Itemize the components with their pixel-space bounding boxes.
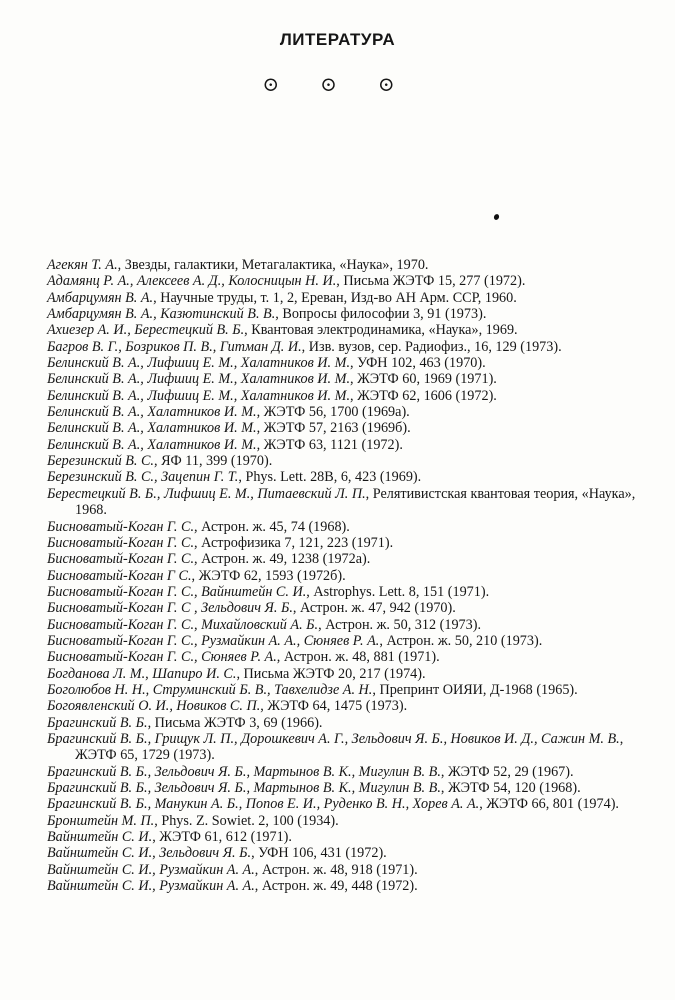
reference-authors: Брагинский В. Б.: [47, 714, 148, 731]
page-title: ЛИТЕРАТУРА: [279, 30, 396, 49]
reference-details: , УФН 102, 463 (1970).: [350, 355, 486, 372]
reference-details: , Астрофизика 7, 121, 223 (1971).: [194, 534, 394, 551]
reference-entry: [47, 290, 637, 306]
section-ornament: ⊙ ⊙ ⊙: [262, 74, 413, 96]
reference-details: , Научные труды, т. 1, 2, Ереван, Изд-во АН Арм. ССР, 1960.: [153, 289, 517, 306]
reference-authors: Бронштейн М. П.: [47, 812, 155, 829]
reference-authors: Ахиезер А. И., Берестецкий В. Б.: [47, 322, 245, 339]
reference-entry: [47, 829, 637, 845]
reference-entry: [47, 633, 637, 649]
reference-details: , Астрон. ж. 45, 74 (1968).: [194, 518, 350, 535]
reference-details: , Вопросы философии 3, 91 (1973).: [275, 306, 487, 323]
reference-entry: [47, 486, 637, 519]
reference-details: , ЖЭТФ 61, 612 (1971).: [152, 829, 292, 846]
reference-authors: Бисноватый-Коган Г. С., Рузмайкин А. А., Сюняев Р. А.: [47, 632, 380, 649]
reference-details: , Астрон. ж. 47, 942 (1970).: [292, 600, 456, 617]
reference-authors: Агекян Т. А.: [47, 257, 118, 273]
reference-entry: [47, 862, 637, 878]
reference-authors: Белинский В. А., Халатников И. М.: [47, 404, 257, 421]
reference-entry: [47, 845, 637, 861]
reference-entry: [47, 568, 637, 584]
reference-authors: Белинский В. А., Лифшиц Е. М., Халатников И. М.: [47, 371, 350, 388]
reference-details: , ЖЭТФ 64, 1475 (1973).: [260, 698, 408, 715]
reference-authors: Берестецкий В. Б., Лифшиц Е. М., Питаевский Л. П.: [47, 485, 366, 502]
reference-details: , Астрон. ж. 48, 881 (1971).: [276, 649, 440, 666]
reference-details: , УФН 106, 431 (1972).: [251, 845, 387, 862]
reference-details: , Астрон. ж. 50, 312 (1973).: [318, 616, 482, 633]
reference-authors: Брагинский В. Б., Зельдович Я. Б., Мартынов В. К., Мигулин В. В.: [47, 780, 441, 796]
reference-entry: [47, 371, 637, 387]
reference-authors: Брагинский В. Б., Зельдович Я. Б., Мартынов В. К., Мигулин В. В.: [47, 763, 441, 780]
reference-details: , ЖЭТФ 66, 801 (1974).: [479, 796, 619, 813]
reference-entry: [47, 339, 637, 355]
reference-details: , Astrophys. Lett. 8, 151 (1971).: [306, 583, 490, 600]
reference-entry: [47, 551, 637, 567]
reference-details: , ЖЭТФ 62, 1593 (1972б).: [191, 567, 346, 584]
reference-details: , Астрон. ж. 49, 1238 (1972а).: [194, 551, 371, 568]
reference-authors: Вайнштейн С. И., Рузмайкин А. А.: [47, 878, 255, 895]
reference-authors: Бисноватый-Коган Г. С , Зельдович Я. Б.: [47, 600, 293, 617]
reference-authors: Брагинский В. Б., Манукин А. Б., Попов Е. И., Руденко В. Н., Хорев А. А.: [47, 796, 480, 813]
reference-details: , Астрон. ж. 49, 448 (1972).: [254, 878, 418, 895]
reference-details: , ЖЭТФ 65, 1729 (1973).: [75, 730, 624, 764]
reference-authors: Белинский В. А., Лифшиц Е. М., Халатников И. М.: [47, 387, 350, 404]
reference-entry: [47, 698, 637, 714]
reference-authors: Вайнштейн С. И.: [47, 829, 153, 846]
reference-authors: Амбарцумян В. А., Казютинский В. В.: [47, 306, 276, 323]
reference-entry: [47, 306, 637, 322]
reference-entry: [47, 878, 637, 894]
reference-entry: [47, 535, 637, 551]
reference-details: , Препринт ОИЯИ, Д-1968 (1965).: [372, 681, 578, 698]
reference-details: , Phys. Lett. 28B, 6, 423 (1969).: [238, 469, 422, 486]
reference-entry: [47, 469, 637, 485]
reference-details: , Письма ЖЭТФ 3, 69 (1966).: [147, 714, 323, 731]
reference-authors: Брагинский В. Б., Грищук Л. П., Дорошкевич А. Г., Зельдович Я. Б., Новиков И. Д., Сажин М. В.: [47, 730, 620, 747]
reference-entry: [47, 420, 637, 436]
reference-authors: Бисноватый-Коган Г. С.: [47, 551, 195, 568]
reference-authors: Бисноватый-Коган Г. С., Сюняев Р. А.: [47, 649, 277, 666]
reference-entry: [47, 715, 637, 731]
reference-details: , ЖЭТФ 56, 1700 (1969а).: [256, 404, 410, 421]
reference-details: , Астрон. ж. 48, 918 (1971).: [254, 861, 418, 878]
reference-entry: [47, 731, 637, 764]
reference-authors: Вайнштейн С. И., Зельдович Я. Б.: [47, 845, 252, 862]
reference-details: , Звезды, галактики, Метагалактика, «Наука», 1970.: [117, 257, 429, 273]
reference-authors: Бисноватый-Коган Г. С.: [47, 518, 195, 535]
reference-details: , ЖЭТФ 57, 2163 (1969б).: [256, 420, 411, 437]
reference-entry: [47, 404, 637, 420]
reference-authors: Бисноватый-Коган Г С.: [47, 567, 192, 584]
reference-authors: Адамянц Р. А., Алексеев А. Д., Колосницын Н. И.: [47, 273, 337, 290]
reference-details: , ЖЭТФ 60, 1969 (1971).: [350, 371, 497, 388]
reference-details: , ЖЭТФ 62, 1606 (1972).: [350, 387, 497, 404]
reference-details: , Квантовая электродинамика, «Наука», 1969.: [244, 322, 518, 339]
reference-entry: [47, 519, 637, 535]
reference-entry: [47, 453, 637, 469]
reference-entry: [47, 813, 637, 829]
reference-entry: [47, 617, 637, 633]
reference-entry: [47, 322, 637, 338]
reference-entry: [47, 437, 637, 453]
reference-details: , ЖЭТФ 52, 29 (1967).: [440, 763, 574, 780]
reference-details: , ЖЭТФ 54, 120 (1968).: [440, 780, 581, 796]
reference-details: , ЯФ 11, 399 (1970).: [153, 453, 273, 470]
reference-entry: [47, 649, 637, 665]
reference-entry: [47, 682, 637, 698]
reference-list: [47, 257, 637, 894]
reference-authors: Вайнштейн С. И., Рузмайкин А. А.: [47, 861, 255, 878]
reference-entry: [47, 355, 637, 371]
reference-details: , Астрон. ж. 50, 210 (1973).: [379, 632, 543, 649]
reference-authors: Багров В. Г., Бозриков П. В., Гитман Д. И.: [47, 338, 302, 355]
reference-details: , Phys. Z. Sowiet. 2, 100 (1934).: [154, 812, 339, 829]
reference-details: , Изв. вузов, сер. Радиофиз., 16, 129 (1973).: [301, 338, 562, 355]
reference-details: , Письма ЖЭТФ 20, 217 (1974).: [236, 665, 426, 682]
reference-authors: Бисноватый-Коган Г. С., Михайловский А. Б.: [47, 616, 319, 633]
reference-authors: Белинский В. А., Халатников И. М.: [47, 436, 257, 453]
reference-authors: Боголюбов Н. Н., Струминский Б. В., Тавхелидзе А. Н.: [47, 681, 373, 698]
reference-authors: Богданова Л. М., Шапиро И. С.: [47, 665, 237, 682]
reference-details: , Релятивистская квантовая теория, «Наука», 1968.: [75, 485, 636, 519]
reference-entry: [47, 273, 637, 289]
reference-authors: Белинский В. А., Халатников И. М.: [47, 420, 257, 437]
ink-speck: [493, 213, 500, 221]
reference-authors: Березинский В. С., Зацепин Г. Т.: [47, 469, 239, 486]
reference-details: , Письма ЖЭТФ 15, 277 (1972).: [336, 273, 526, 290]
reference-entry: [47, 584, 637, 600]
reference-entry: [47, 764, 637, 780]
reference-authors: Березинский В. С.: [47, 453, 154, 470]
reference-authors: Амбарцумян В. А.: [47, 289, 154, 306]
reference-entry: [47, 257, 637, 273]
reference-entry: [47, 780, 637, 796]
reference-authors: Богоявленский О. И., Новиков С. П.: [47, 698, 261, 715]
reference-entry: [47, 666, 637, 682]
reference-entry: [47, 388, 637, 404]
reference-authors: Бисноватый-Коган Г. С., Вайнштейн С. И.: [47, 583, 307, 600]
reference-entry: [47, 796, 637, 812]
reference-details: , ЖЭТФ 63, 1121 (1972).: [256, 436, 403, 453]
reference-authors: Белинский В. А., Лифшиц Е. М., Халатников И. М.: [47, 355, 350, 372]
reference-authors: Бисноватый-Коган Г. С.: [47, 534, 195, 551]
reference-entry: [47, 600, 637, 616]
